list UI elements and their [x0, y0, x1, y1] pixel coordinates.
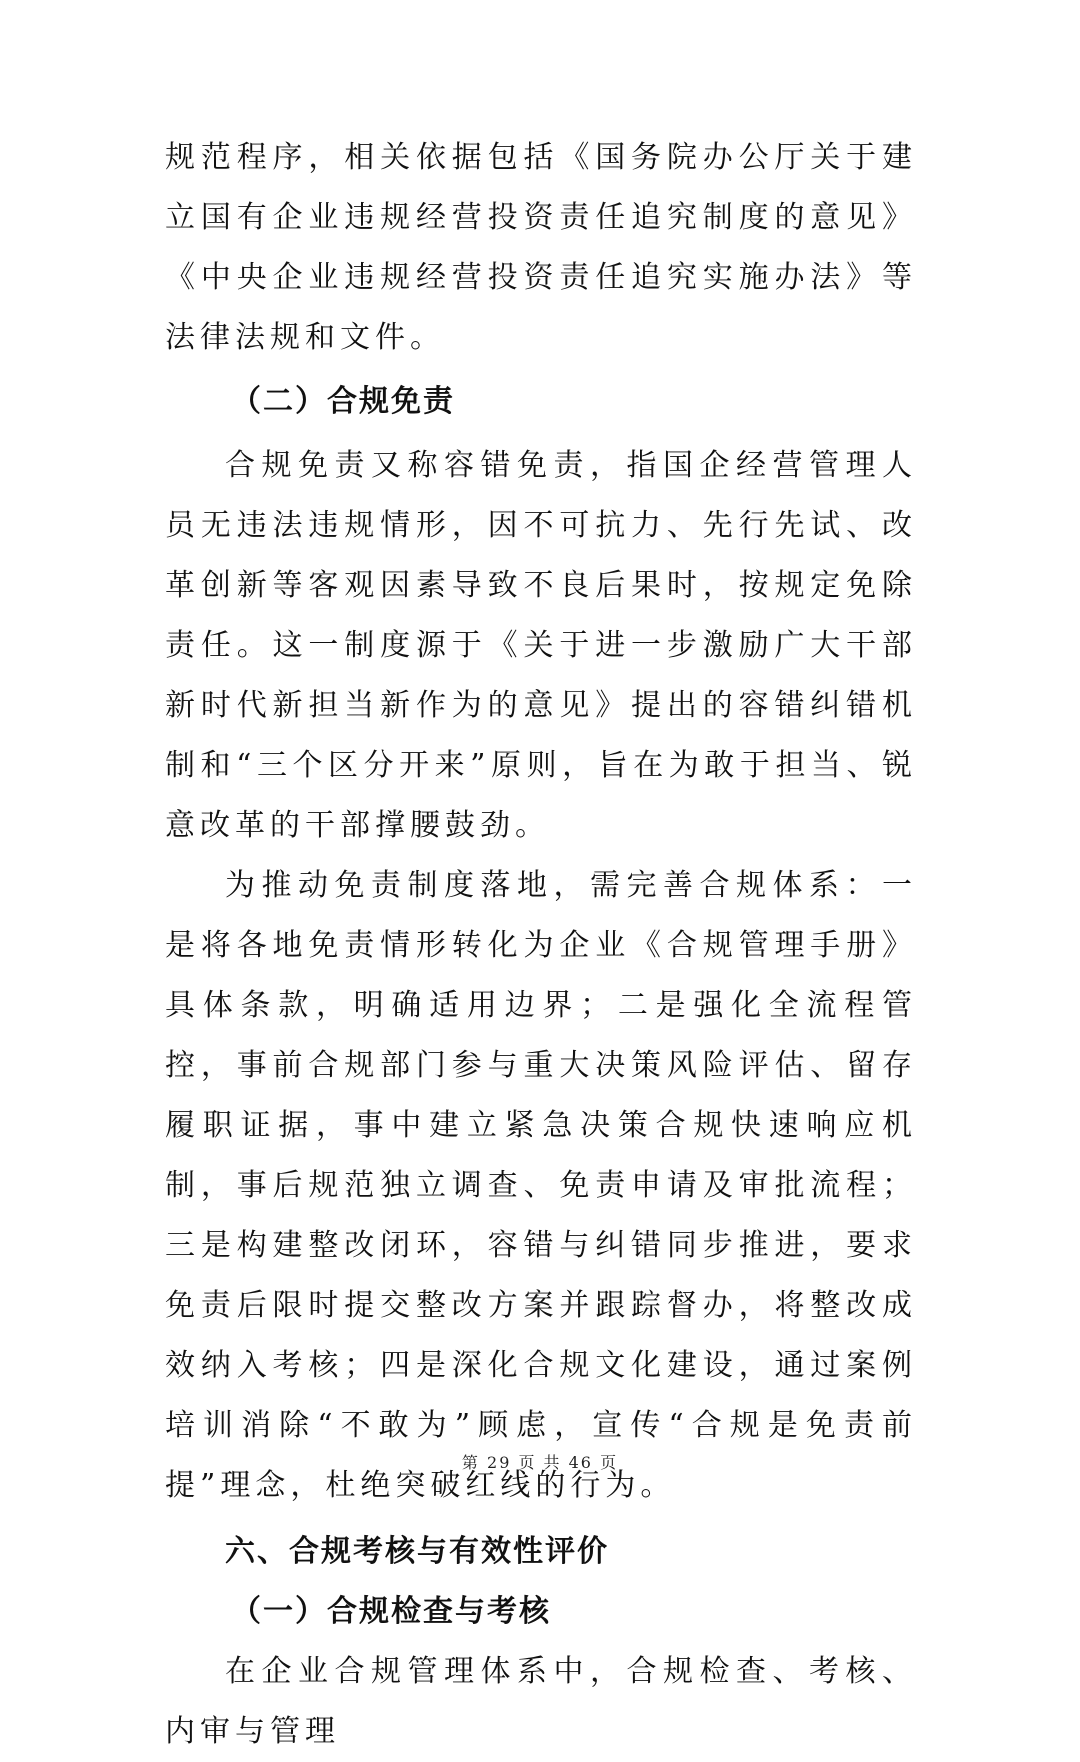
- document-body: [165, 128, 917, 1762]
- paragraph-legal-basis: 规范程序，相关依据包括《国务院办公厅关于建立国有企业违规经营投资责任追究制度的意见》《中央企业违规经营投资责任追究实施办法》等法律法规和文件。: [165, 140, 917, 355]
- heading-compliance-exemption: （二）合规免责: [231, 384, 455, 419]
- heading-compliance-inspection: （一）合规检查与考核: [231, 1594, 551, 1629]
- paragraph-inspection-intro: 在企业合规管理体系中，合规检查、考核、内审与管理: [165, 1654, 917, 1749]
- paragraph-exemption-definition: 合规免责又称容错免责，指国企经营管理人员无违法违规情形，因不可抗力、先行先试、改革创新等客观因素导致不良后果时，按规定免除责任。这一制度源于《关于进一步激励广大干部新时代新担当新作为的意见》提出的容错纠错机制和“三个区分开来”原则，旨在为敢于担当、锐意改革的干部撑腰鼓劲。: [165, 448, 917, 843]
- paragraph-exemption-implementation: 为推动免责制度落地，需完善合规体系：一是将各地免责情形转化为企业《合规管理手册》具体条款，明确适用边界；二是强化全流程管控，事前合规部门参与重大决策风险评估、留存履职证据，事中建立紧急决策合规快速响应机制，事后规范独立调查、免责申请及审批流程；三是构建整改闭环，容错与纠错同步推进，要求免责后限时提交整改方案并跟踪督办，将整改成效纳入考核；四是深化合规文化建设，通过案例培训消除“不敢为”顾虑，宣传“合规是免责前提”理念，杜绝突破红线的行为。: [165, 868, 917, 1503]
- heading-section-six: 六、合规考核与有效性评价: [225, 1534, 609, 1569]
- page-number-footer: 第 29 页 共 46 页: [461, 1453, 619, 1472]
